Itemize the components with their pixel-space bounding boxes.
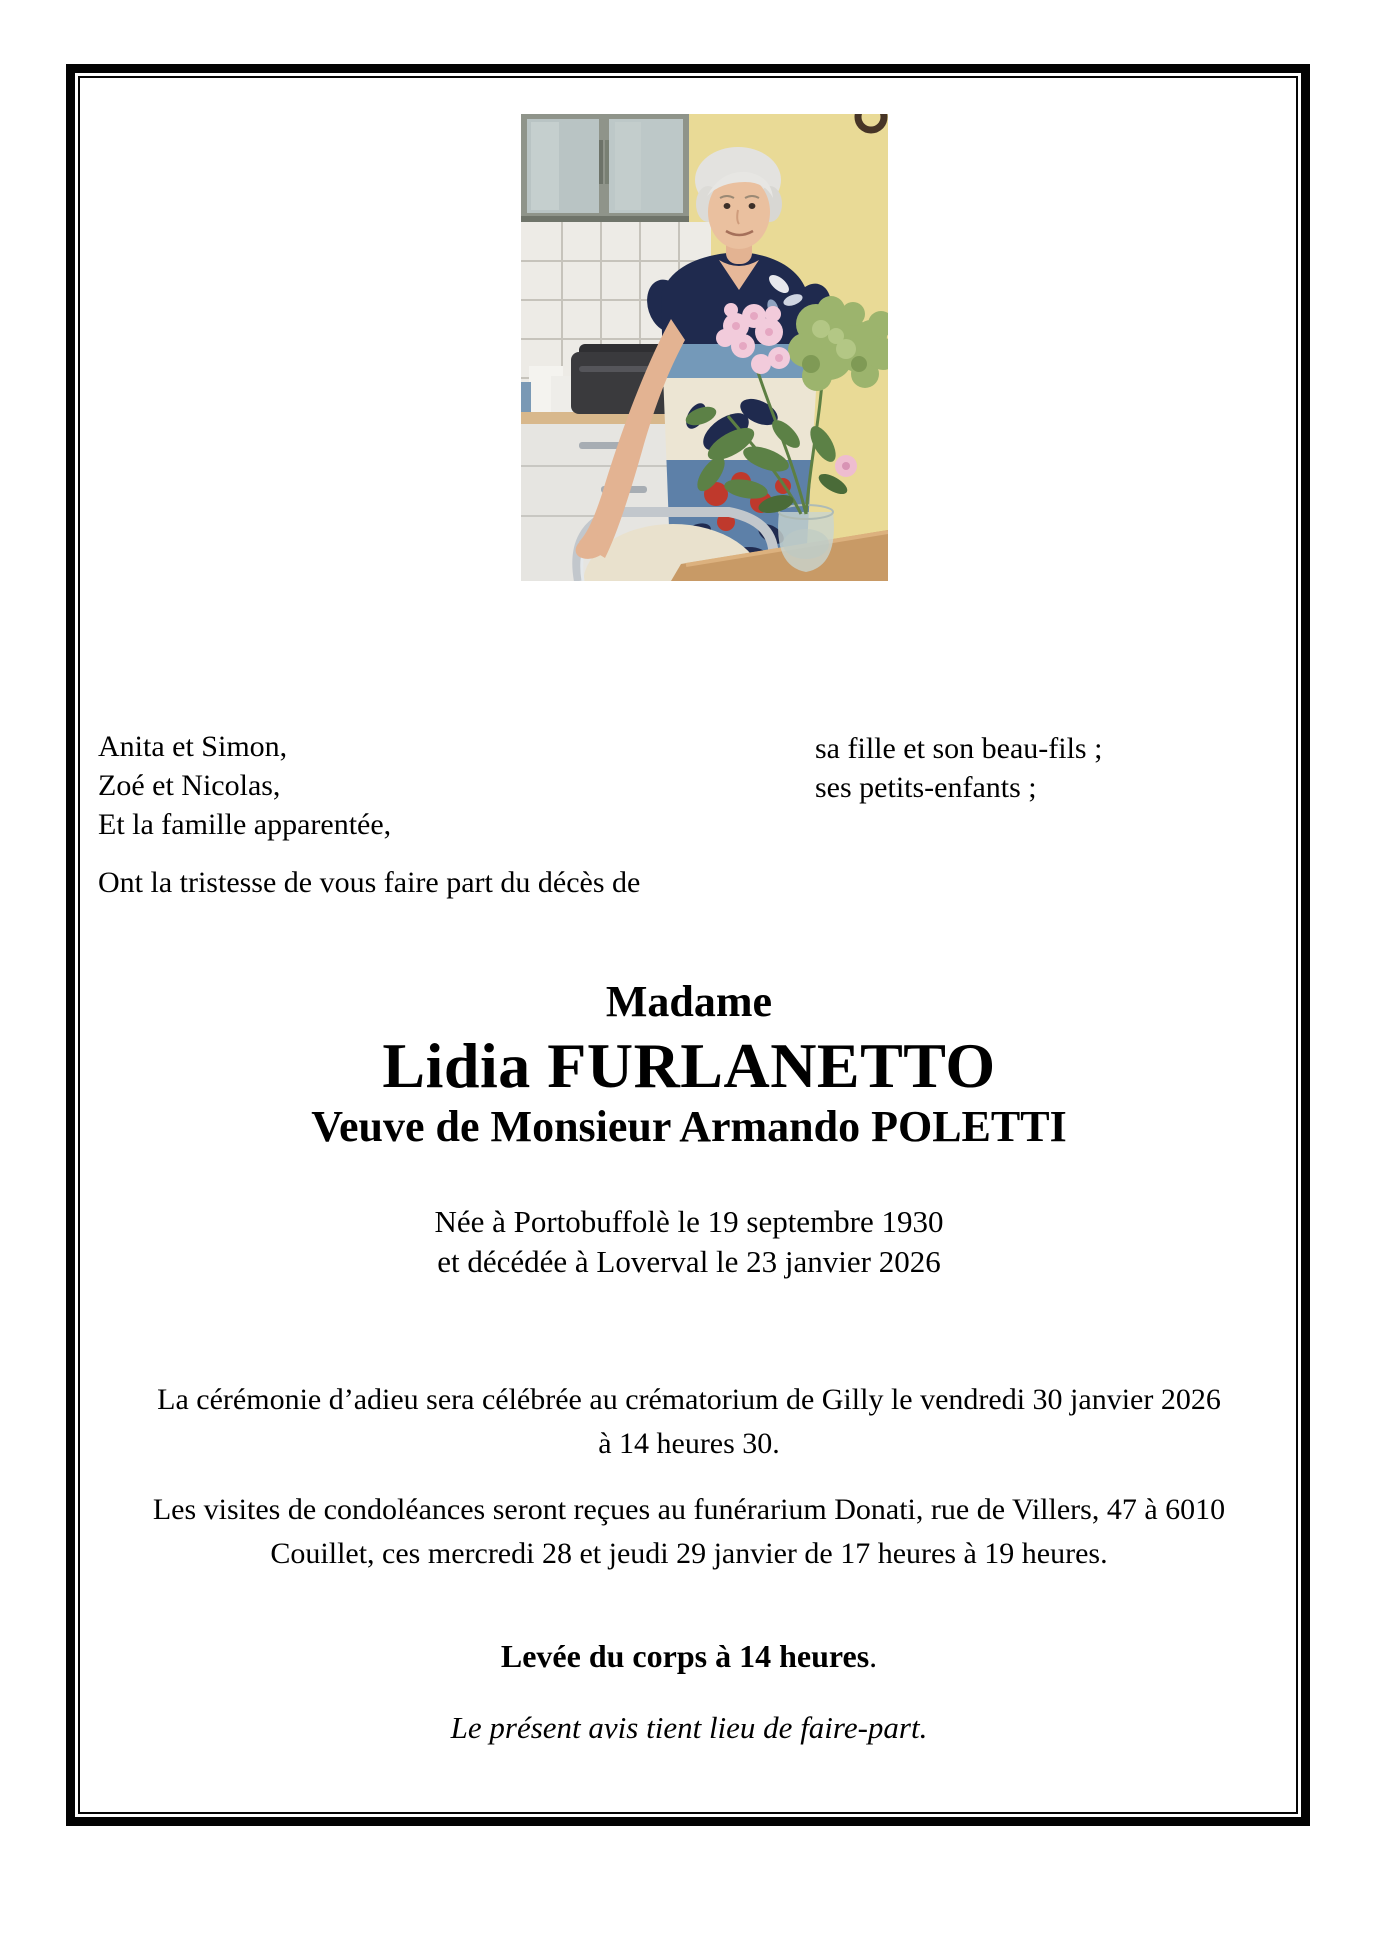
relative-line: Zoé et Nicolas, (98, 769, 281, 802)
visits-line-1: Les visites de condoléances seront reçues au funérarium Donati, rue de Villers, 47 à 6010 (152, 1493, 1226, 1526)
birth-line: Née à Portobuffolè le 19 septembre 1930 (434, 1204, 944, 1239)
ceremony-line-1: La cérémonie d’adieu sera célébrée au crématorium de Gilly le vendredi 30 janvier 2026 (157, 1383, 1221, 1416)
death-line: et décédée à Loverval le 23 janvier 2026 (437, 1244, 941, 1279)
portrait-photo (521, 114, 888, 581)
kitchen-cabinet (521, 114, 689, 222)
visits-line-2: Couillet, ces mercredi 28 et jeudi 29 janvier de 17 heures à 19 heures. (270, 1537, 1108, 1570)
body-removal-text: Levée du corps à 14 heures (500, 1638, 870, 1674)
relative-line: Anita et Simon, (98, 730, 288, 763)
body-removal-line (0, 1638, 1378, 1675)
civility-title: Madame (605, 977, 773, 1026)
deceased-name: Lidia FURLANETTO (382, 1030, 996, 1101)
relationship-line: ses petits-enfants ; (815, 771, 1037, 804)
relatives-right-column (815, 729, 1102, 807)
widow-line: Veuve de Monsieur Armando POLETTI (311, 1102, 1067, 1151)
portrait-photo-art (521, 114, 888, 581)
notice-line: Le présent avis tient lieu de faire-part. (450, 1710, 928, 1745)
relatives-left-column (98, 727, 391, 844)
body-removal-period: . (869, 1638, 878, 1674)
intro-line: Ont la tristesse de vous faire part du décès de (98, 866, 641, 899)
relative-line: Et la famille apparentée, (98, 808, 392, 841)
birth-death-block (0, 1202, 1378, 1282)
relationship-line: sa fille et son beau-fils ; (815, 732, 1103, 765)
ceremony-line-2: à 14 heures 30. (598, 1427, 780, 1460)
ceremony-block (0, 1378, 1378, 1466)
visits-block (0, 1488, 1378, 1576)
